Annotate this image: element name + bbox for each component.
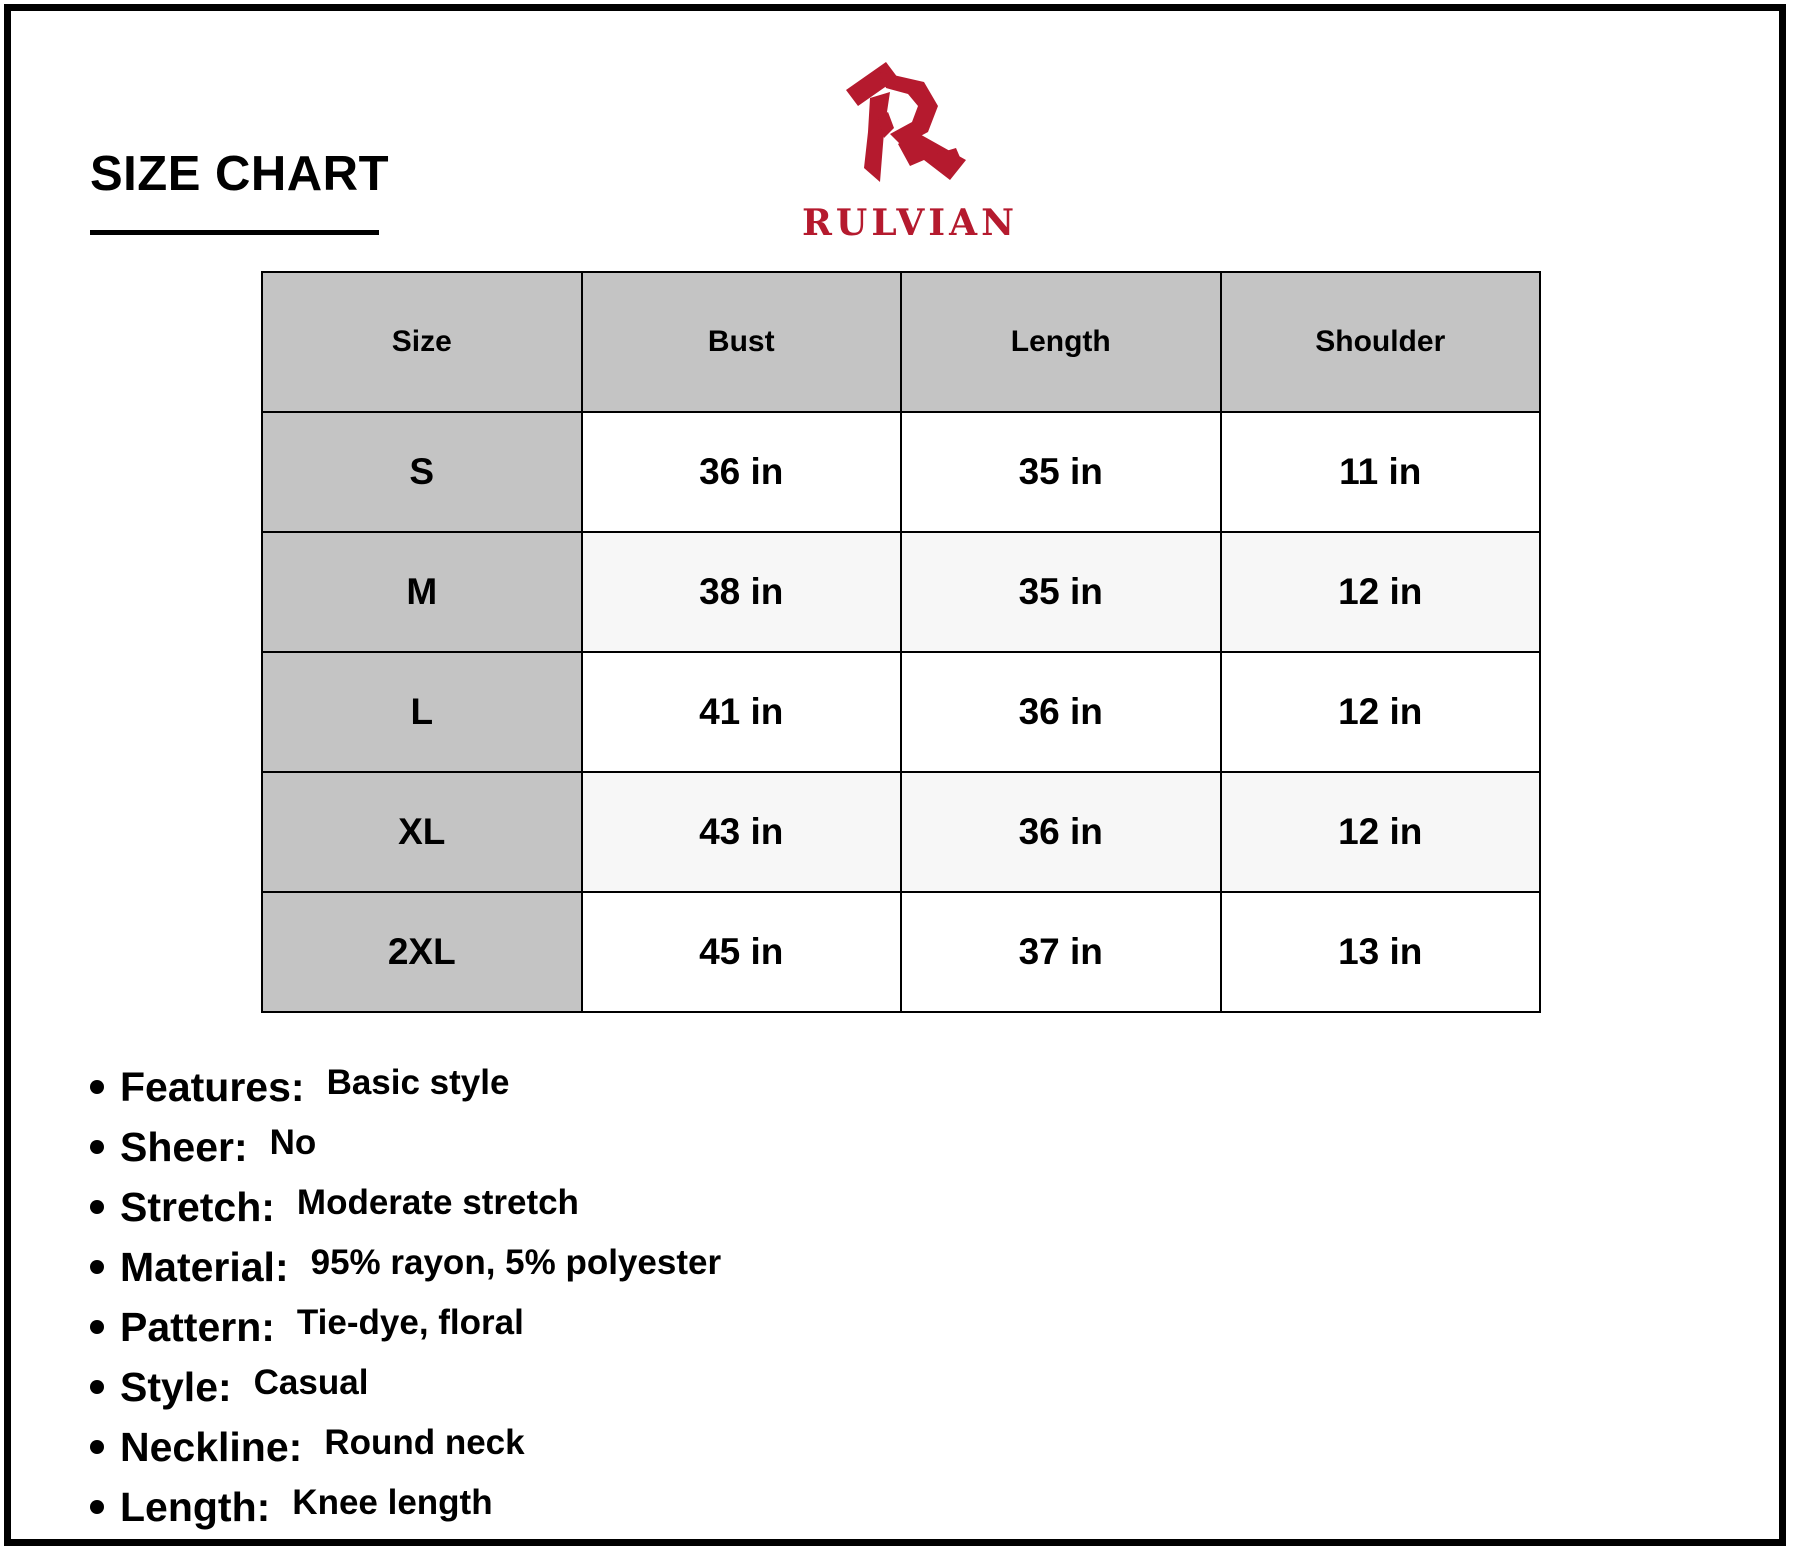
length-cell: 35 in (901, 532, 1221, 652)
title-underline (90, 230, 379, 235)
size-cell: 2XL (262, 892, 582, 1012)
size-cell: XL (262, 772, 582, 892)
size-cell: L (262, 652, 582, 772)
spec-value: No (269, 1123, 317, 1162)
rulvian-r-logo-icon (840, 62, 980, 197)
bullet-icon (90, 1140, 104, 1154)
size-cell: M (262, 532, 582, 652)
brand-logo (780, 62, 1040, 252)
brand-name: RULVIAN (802, 202, 1018, 244)
bullet-icon (90, 1500, 104, 1514)
shoulder-cell: 12 in (1221, 772, 1541, 892)
column-header-bust: Bust (582, 272, 902, 412)
spec-label: Length: (120, 1483, 271, 1530)
spec-label: Stretch: (120, 1183, 275, 1230)
spec-value: Round neck (324, 1423, 525, 1462)
table-row (262, 412, 1540, 532)
shoulder-cell: 11 in (1221, 412, 1541, 532)
list-item (90, 1237, 721, 1297)
table-row (262, 652, 1540, 772)
list-item (90, 1117, 721, 1177)
shoulder-cell: 13 in (1221, 892, 1541, 1012)
shoulder-cell: 12 in (1221, 652, 1541, 772)
spec-label: Material: (120, 1243, 289, 1290)
table-row (262, 772, 1540, 892)
spec-label: Pattern: (120, 1303, 275, 1350)
table-row (262, 892, 1540, 1012)
spec-label: Neckline: (120, 1423, 303, 1470)
bullet-icon (90, 1380, 104, 1394)
spec-value: Basic style (326, 1063, 510, 1102)
length-cell: 36 in (901, 652, 1221, 772)
bust-cell: 43 in (582, 772, 902, 892)
shoulder-cell: 12 in (1221, 532, 1541, 652)
length-cell: 37 in (901, 892, 1221, 1012)
column-header-length: Length (901, 272, 1221, 412)
table-row (262, 532, 1540, 652)
spec-label: Style: (120, 1363, 232, 1410)
spec-value: Tie-dye, floral (296, 1303, 524, 1342)
list-item (90, 1297, 721, 1357)
table-header-row (262, 272, 1540, 412)
product-specs-list (90, 1057, 721, 1537)
column-header-shoulder: Shoulder (1221, 272, 1541, 412)
spec-label: Features: (120, 1063, 305, 1110)
spec-value: Knee length (292, 1483, 493, 1522)
bust-cell: 45 in (582, 892, 902, 1012)
bullet-icon (90, 1080, 104, 1094)
list-item (90, 1357, 721, 1417)
length-cell: 36 in (901, 772, 1221, 892)
list-item (90, 1477, 721, 1537)
bust-cell: 38 in (582, 532, 902, 652)
bullet-icon (90, 1320, 104, 1334)
length-cell: 35 in (901, 412, 1221, 532)
size-chart-table (261, 271, 1541, 1013)
spec-value: Casual (253, 1363, 369, 1402)
bullet-icon (90, 1200, 104, 1214)
bust-cell: 36 in (582, 412, 902, 532)
size-cell: S (262, 412, 582, 532)
bust-cell: 41 in (582, 652, 902, 772)
bullet-icon (90, 1260, 104, 1274)
spec-label: Sheer: (120, 1123, 248, 1170)
spec-value: 95% rayon, 5% polyester (310, 1243, 722, 1282)
bullet-icon (90, 1440, 104, 1454)
page-title: SIZE CHART (90, 147, 389, 201)
list-item (90, 1177, 721, 1237)
list-item (90, 1417, 721, 1477)
list-item (90, 1057, 721, 1117)
column-header-size: Size (262, 272, 582, 412)
spec-value: Moderate stretch (296, 1183, 579, 1222)
